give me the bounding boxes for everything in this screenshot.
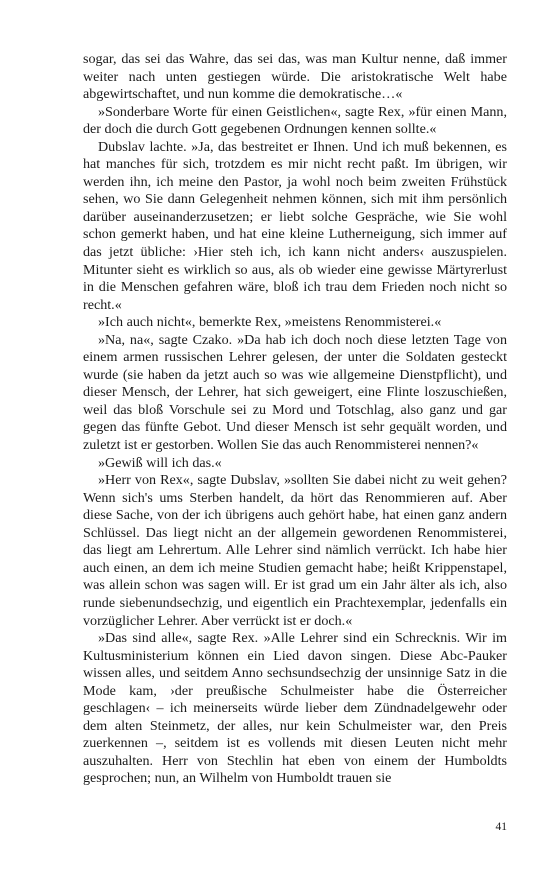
paragraph: »Gewiß will ich das.« bbox=[98, 454, 222, 471]
page-number: 41 bbox=[495, 821, 507, 833]
paragraph: »Das sind alle«, sagte Rex. »Alle Lehrer sind ein Schrecknis. Wir im Kultusministerium können ein Lied davon singen. Diese Abc-Pauker wissen alles, und seitdem Anno sechsundsechzig der unsinnige Satz in die Mode kam, ›der preußische Schulmeister habe die Österreicher geschlagen‹ – ich meinerseits würde lieber dem Zündnadelgewehr oder dem alten Steinmetz, der alles, nur kein Schulmeister war, den Preis zuerkennen –, seitdem ist es vollends mit diesen Leuten nicht mehr auszuhalten. Herr von Stechlin hat eben von einem der Humboldts gesprochen; nun, an Wilhelm von Humboldt trauen sie bbox=[83, 630, 507, 787]
body-text bbox=[83, 51, 507, 788]
paragraph: »Ich auch nicht«, bemerkte Rex, »meistens Renommisterei.« bbox=[98, 314, 442, 331]
paragraph: »Herr von Rex«, sagte Dubslav, »sollten Sie dabei nicht zu weit gehen? Wenn sich's ums Sterben handelt, da hört das Renommieren auf. Aber diese Sache, von der ich übrigens auch gehört habe, hat einen ganz andern Schlüssel. Das liegt nicht an der allgemein gewordenen Renommisterei, das liegt am Lehrertum. Alle Lehrer sind nämlich verrückt. Ich habe hier auch einen, an dem ich meine Studien gemacht habe; heißt Krippenstapel, was allein schon was sagen will. Er ist grad um ein Jahr älter als ich, also runde siebenundsechzig, und eigentlich ein Prachtexemplar, jedenfalls ein vorzüglicher Lehrer. Aber verrückt ist er doch.« bbox=[83, 472, 507, 629]
paragraph: Dubslav lachte. »Ja, das bestreitet er Ihnen. Und ich muß bekennen, es hat manches für sich, trotzdem es mir nicht recht paßt. Im übrigen, wir werden ihn, ich meine den Pastor, ja wohl noch beim zweiten Frühstück sehen, wo Sie dann Gelegenheit nehmen können, sich mit ihm persönlich darüber auseinanderzusetzen; er liebt solche Gespräche, wie Sie wohl schon gemerkt haben, und hat eine kleine Lutherneigung, sich immer auf das jetzt übliche: ›Hier steh ich, ich kann nicht anders‹ auszuspielen. Mitunter sieht es wirklich so aus, als ob wieder eine gewisse Märtyrerlust in die Menschen gefahren wäre, bloß ich trau dem Frieden noch nicht so recht.« bbox=[83, 138, 507, 313]
paragraph: »Na, na«, sagte Czako. »Da hab ich doch noch diese letzten Tage von einem armen russischen Lehrer gelesen, der unter die Soldaten gesteckt wurde (sie haben da jetzt auch so was wie allgemeine Dienstpflicht), und dieser Mensch, der Lehrer, hat sich geweigert, eine Flinte loszuschießen, weil das bloß Vorschule sei zu Mord und Totschlag, also ganz und gar gegen das fünfte Gebot. Und dieser Mensch ist sehr gequält worden, und zuletzt ist er gestorben. Wollen Sie das auch Renommisterei nennen?« bbox=[83, 331, 507, 454]
paragraph: »Sonderbare Worte für einen Geistlichen«, sagte Rex, »für einen Mann, der doch die durch Gott gegebenen Ordnungen kennen sollte.« bbox=[83, 103, 507, 138]
paragraph: sogar, das sei das Wahre, das sei das, was man Kultur nenne, daß immer weiter nach unten gestiegen würde. Die aristokratische Welt habe abgewirtschaftet, und nun komme die demokratische…« bbox=[83, 51, 507, 103]
